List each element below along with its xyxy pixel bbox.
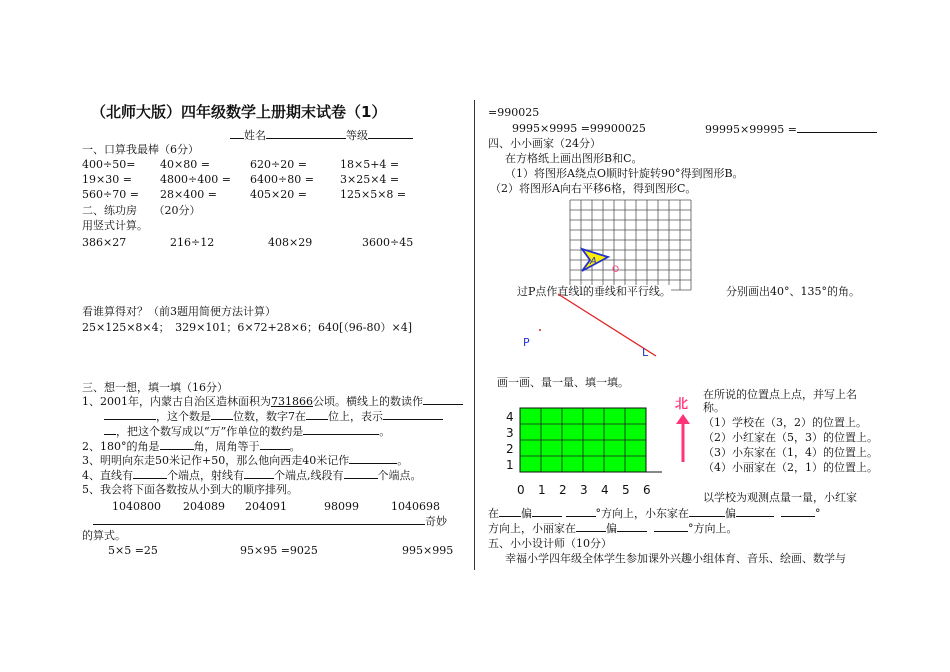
answer-blank[interactable] [617, 521, 647, 532]
answer-blank[interactable] [93, 514, 425, 525]
north-arrow-icon [674, 414, 692, 464]
x-tick-label: 0 [517, 483, 525, 497]
calc-item: 4800÷400 = [160, 173, 231, 186]
answer-blank[interactable] [104, 424, 116, 435]
vertical-calc-item: 3600÷45 [362, 236, 414, 249]
number-item: 1040698 [391, 500, 440, 513]
simple-calc-label: 看谁算得对？（前3题用简便方法计算） [82, 305, 276, 318]
number-item: 204089 [183, 500, 225, 513]
formula-item: 5×5 =25 [108, 544, 158, 557]
area-number: 731866 [271, 395, 313, 408]
location-heading-1: 在所说的位置点上点，并写上名称。 [703, 388, 857, 414]
calc-item: 405×20 = [250, 188, 307, 201]
observation-line3: 方向上，小丽家在 偏 °方向上。 [488, 522, 738, 535]
column-divider [474, 100, 475, 570]
calc-item: 40×80 = [160, 158, 210, 171]
x-tick-label: 1 [538, 483, 546, 497]
answer-blank[interactable] [303, 424, 379, 435]
section5-heading: 五、小小设计师（10分） [488, 537, 612, 550]
location-item: （1）学校在（3，2）的位置上。 [703, 416, 867, 429]
ordering-line: 奇妙 [93, 514, 447, 528]
x-tick-label: 6 [643, 483, 651, 497]
formula-heading: 的算式。 [82, 529, 126, 542]
answer-blank[interactable] [423, 394, 463, 405]
draw-instruction: 画一画、量一量、填一填。 [497, 376, 629, 389]
north-label: 北 [675, 397, 689, 412]
calc-item: 560÷70 = [82, 188, 139, 201]
location-item: （4）小丽家在（2，1）的位置上。 [703, 461, 878, 474]
grade-blank[interactable] [368, 128, 413, 139]
section4-subheading: 在方格纸上画出图形B和C。 [505, 152, 643, 165]
section4-heading: 四、小小画家（24分） [488, 137, 601, 150]
x-tick-label: 2 [559, 483, 567, 497]
fill-q1-line1: 1、2001年，内蒙古自治区造林面积为731866公顷。横线上的数读作 [82, 394, 463, 408]
answer-blank[interactable] [211, 409, 233, 420]
answer-blank[interactable] [349, 453, 397, 464]
answer-blank[interactable] [499, 506, 521, 517]
x-tick-label: 5 [622, 483, 630, 497]
name-blank[interactable] [266, 128, 346, 139]
formula-item: 99995×99995 = [705, 122, 877, 136]
calc-item: 19×30 = [82, 173, 132, 186]
calc-item: 620÷20 = [250, 158, 307, 171]
answer-blank[interactable] [344, 468, 378, 479]
page-title: （北师大版）四年级数学上册期末试卷（1） [91, 103, 387, 121]
calc-item: 125×5×8 = [340, 188, 407, 201]
answer-blank[interactable] [689, 506, 725, 517]
observation-line2: 在 偏 °方向上，小东家在 偏 ° [488, 507, 821, 520]
simple-calc-items: 25×125×8×4； 329×101；6×72+28×6；640[（96-80）×4] [82, 321, 412, 334]
y-tick-label: 3 [506, 426, 514, 440]
label-l: L [642, 346, 649, 359]
section2-heading: 二、练功房 （20分） [82, 204, 201, 217]
label-a: A [590, 256, 597, 267]
formula-item: 95×95 =9025 [240, 544, 318, 557]
answer-blank[interactable] [797, 122, 877, 133]
number-item: 1040800 [112, 500, 161, 513]
number-item: 98099 [324, 500, 359, 513]
answer-blank[interactable] [576, 521, 606, 532]
location-item: （3）小东家在（1，4）的位置上。 [703, 446, 878, 459]
fill-q1-line3: ，把这个数写成以“万”作单位的数约是 。 [104, 424, 390, 438]
observation-line1: 以学校为观测点量一量，小红家 [703, 491, 857, 504]
point-p [539, 329, 541, 331]
answer-blank[interactable] [133, 468, 167, 479]
calc-item: 18×5+4 = [340, 158, 400, 171]
section1-heading: 一、口算我最棒（6分） [82, 143, 199, 156]
answer-blank[interactable] [781, 506, 815, 517]
fill-q1-line2: ，这个数是 位数，数字7在 位上，表示 [104, 409, 443, 423]
perpendicular-instruction: 过P点作直线l的垂线和平行线。 [517, 285, 671, 298]
y-tick-label: 2 [506, 442, 514, 456]
calc-item: 400÷50= [82, 158, 136, 171]
fill-q2: 2、180°的角是 角，周角等于 。 [82, 440, 301, 453]
answer-blank[interactable] [244, 468, 274, 479]
answer-blank[interactable] [736, 506, 774, 517]
answer-blank[interactable] [260, 439, 290, 450]
section3-heading: 三、想一想，填一填（16分） [82, 381, 228, 394]
name-label: 姓名 [244, 129, 266, 142]
section5-text: 幸福小学四年级全体学生参加课外兴趣小组体育、音乐、绘画、数学与 [505, 552, 846, 565]
y-tick-label: 1 [506, 458, 514, 472]
answer-blank[interactable] [383, 409, 443, 420]
answer-blank[interactable] [160, 439, 194, 450]
angle-instruction: 分别画出40°、135°的角。 [726, 285, 860, 298]
answer-blank[interactable] [566, 506, 596, 517]
section4-instruction: （2）将图形A向右平移6格，得到图形C。 [490, 182, 697, 195]
answer-blank[interactable] [306, 409, 328, 420]
location-item: （2）小红家在（5，3）的位置上。 [703, 431, 878, 444]
fill-q3: 3、明明向东走50米记作+50，那么他向西走40米记作 。 [82, 454, 409, 467]
calc-item: 28×400 = [160, 188, 217, 201]
answer-blank[interactable] [532, 506, 562, 517]
section2-subheading: 用竖式计算。 [82, 219, 148, 232]
formula-item: 995×995 [402, 544, 454, 557]
fill-q5: 5、我会将下面各数按从小到大的顺序排列。 [82, 483, 298, 496]
grade-label: 等级 [346, 129, 368, 142]
number-item: 204091 [245, 500, 287, 513]
name-grade-line [230, 128, 413, 142]
calc-item: 3×25×4 = [340, 173, 400, 186]
coordinate-grid[interactable] [502, 398, 667, 502]
line-l-figure [518, 290, 678, 370]
fill-q4: 4、直线有 个端点，射线有 个端点,线段有 个端点。 [82, 469, 422, 482]
label-p: P [523, 336, 530, 349]
vertical-calc-item: 386×27 [82, 236, 127, 249]
formula-item: 9995×9995 =99900025 [512, 122, 646, 135]
x-tick-label: 4 [601, 483, 609, 497]
formula-continuation: =990025 [488, 106, 540, 119]
vertical-calc-item: 408×29 [268, 236, 313, 249]
label-o: O [612, 265, 620, 275]
section4-instruction: （1）将图形A绕点O顺时针旋转90°得到图形B。 [505, 167, 744, 180]
y-tick-label: 4 [506, 410, 514, 424]
x-tick-label: 3 [580, 483, 588, 497]
calc-item: 6400÷80 = [250, 173, 314, 186]
answer-blank[interactable] [104, 409, 156, 420]
vertical-calc-item: 216÷12 [170, 236, 215, 249]
grid-paper[interactable] [568, 198, 694, 296]
answer-blank[interactable] [654, 521, 688, 532]
